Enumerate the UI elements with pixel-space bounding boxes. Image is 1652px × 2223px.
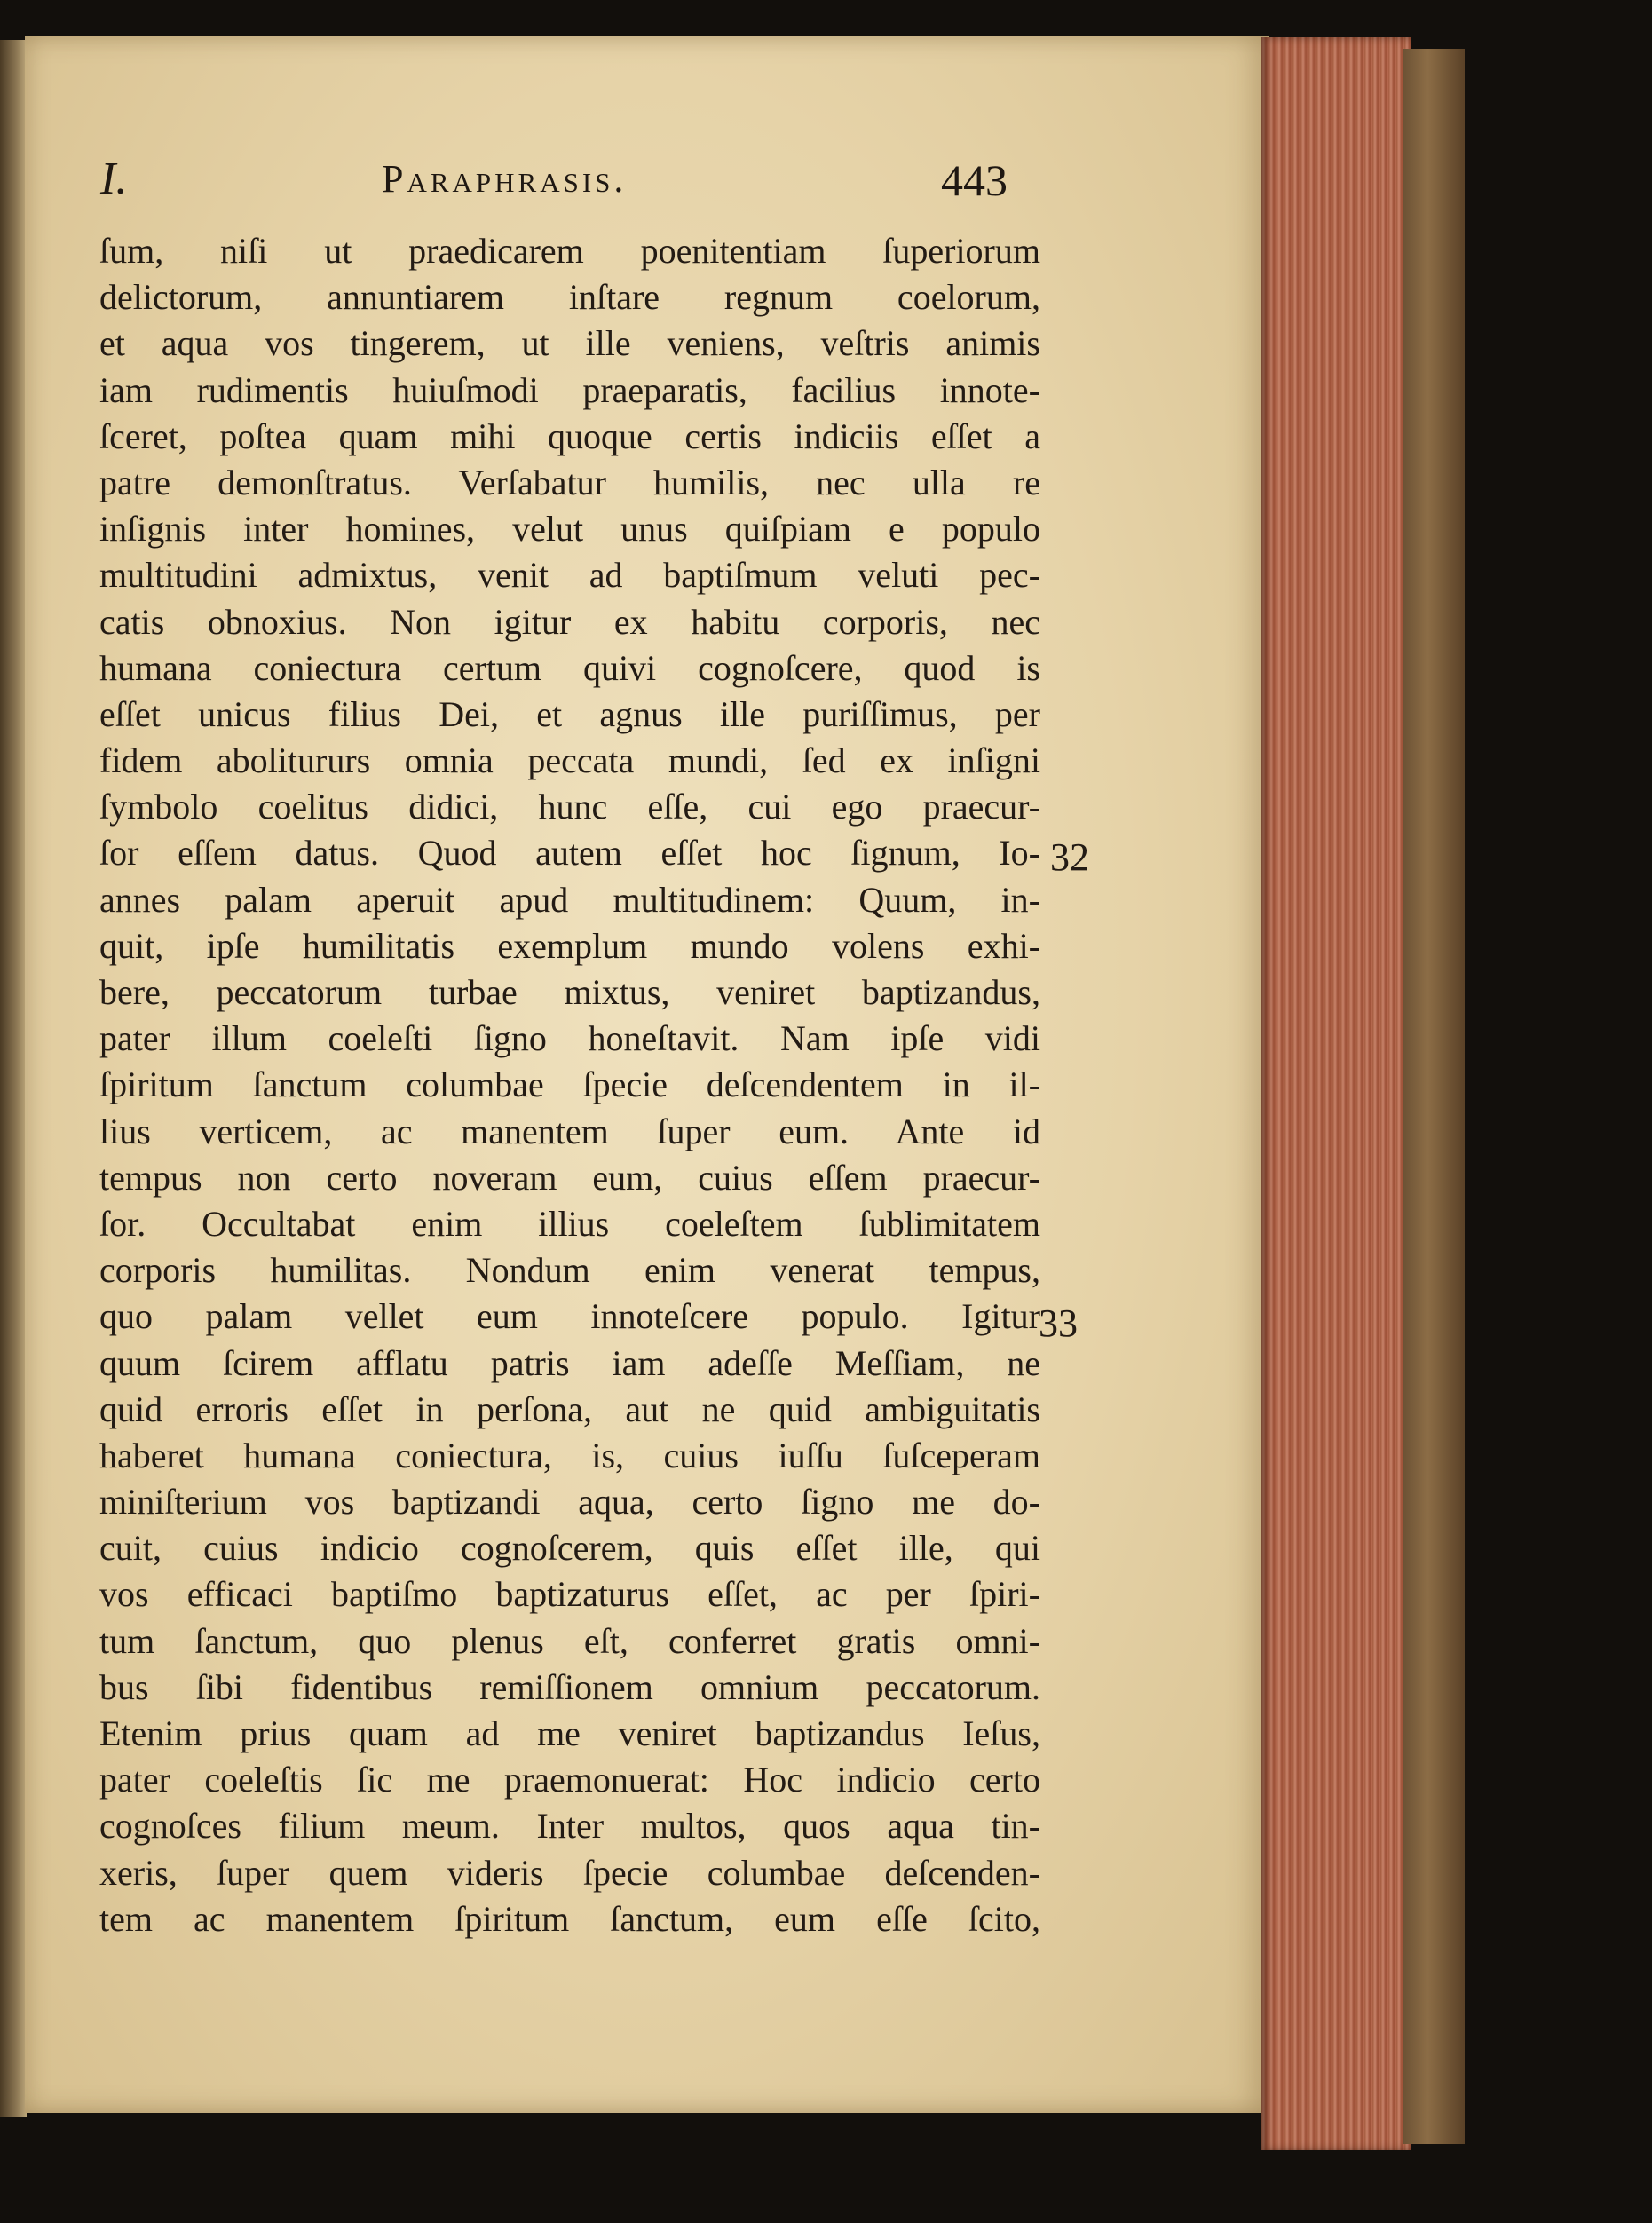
text-line: lius verticem, ac manentem ſuper eum. Ante id	[99, 1111, 1040, 1151]
text-line: multitudini admixtus, venit ad baptiſmum veluti pec-	[99, 555, 1040, 596]
text-line: ſor. Occultabat enim illius coeleſtem ſublimitatem	[99, 1203, 1040, 1244]
text-line: ſymbolo coelitus didici, hunc eſſe, cui ego praecur-	[99, 787, 1040, 827]
text-line: tum ſanctum, quo plenus eſt, conferret gratis omni-	[99, 1620, 1040, 1661]
text-line: et aqua vos tingerem, ut ille veniens, veſtris animis	[99, 323, 1040, 364]
text-line: ſor eſſem datus. Quod autem eſſet hoc ſignum, Io-	[99, 833, 1040, 874]
text-line: ſpiritum ſanctum columbae ſpecie deſcendentem in il-	[99, 1064, 1040, 1105]
page-number: 443	[941, 155, 1008, 205]
text-line: iam rudimentis huiuſmodi praeparatis, facilius innote-	[99, 369, 1040, 410]
text-line: tempus non certo noveram eum, cuius eſſem praecur-	[99, 1157, 1040, 1198]
text-line: quit, ipſe humilitatis exemplum mundo volens exhi-	[99, 925, 1040, 966]
verse-number-32: 32	[1050, 835, 1089, 879]
text-line: vos efficaci baptiſmo baptizaturus eſſet, ac per ſpiri-	[99, 1574, 1040, 1615]
text-line: xeris, ſuper quem videris ſpecie columbae deſcenden-	[99, 1852, 1040, 1893]
verse-number-33: 33	[1039, 1301, 1078, 1345]
text-line: pater illum coeleſti ſigno honeſtavit. Nam ipſe vidi	[99, 1018, 1040, 1059]
page-fore-edge	[1261, 37, 1411, 2150]
book-cover-edge	[1403, 49, 1465, 2144]
text-line: ſceret, poſtea quam mihi quoque certis indiciis eſſet a	[99, 415, 1040, 456]
text-line: eſſet unicus filius Dei, et agnus ille puriſſimus, per	[99, 693, 1040, 734]
text-line: delictorum, annuntiarem inſtare regnum coelorum,	[99, 277, 1040, 318]
text-line: quum ſcirem afflatu patris iam adeſſe Meſſiam, ne	[99, 1342, 1040, 1383]
text-line: pater coeleſtis ſic me praemonuerat: Hoc indicio certo	[99, 1760, 1040, 1800]
text-line: humana coniectura certum quivi cognoſcere, quod is	[99, 647, 1040, 688]
left-page-edge	[0, 40, 27, 2117]
text-line: fidem abolitururs omnia peccata mundi, ſed ex inſigni	[99, 740, 1040, 781]
text-line: quid erroris eſſet in perſona, aut ne quid ambiguitatis	[99, 1388, 1040, 1429]
text-line: ſum, niſi ut praedicarem poenitentiam ſuperiorum	[99, 231, 1040, 271]
text-line: haberet humana coniectura, is, cuius iuſſu ſuſceperam	[99, 1435, 1040, 1475]
text-line: bus ſibi fidentibus remiſſionem omnium peccatorum.	[99, 1666, 1040, 1707]
text-line: catis obnoxius. Non igitur ex habitu corporis, nec	[99, 601, 1040, 642]
text-line: miniſterium vos baptizandi aqua, certo ſigno me do-	[99, 1482, 1040, 1523]
body-text	[99, 228, 1040, 1942]
text-line: bere, peccatorum turbae mixtus, veniret baptizandus,	[99, 972, 1040, 1012]
text-line: Etenim prius quam ad me veniret baptizandus Ieſus,	[99, 1713, 1040, 1753]
signature-mark: I.	[100, 154, 128, 204]
running-title: Paraphrasis.	[382, 157, 628, 201]
text-line: quo palam vellet eum innoteſcere populo. Igitur	[99, 1296, 1040, 1337]
text-line: inſignis inter homines, velut unus quiſpiam e populo	[99, 509, 1040, 550]
text-line: patre demonſtratus. Verſabatur humilis, nec ulla re	[99, 462, 1040, 502]
text-line: corporis humilitas. Nondum enim venerat tempus,	[99, 1250, 1040, 1291]
text-line: cuit, cuius indicio cognoſcerem, quis eſſet ille, qui	[99, 1528, 1040, 1569]
text-line: annes palam aperuit apud multitudinem: Quum, in-	[99, 879, 1040, 920]
text-line: tem ac manentem ſpiritum ſanctum, eum eſſe ſcito,	[99, 1898, 1040, 1939]
text-line: cognoſces filium meum. Inter multos, quos aqua tin-	[99, 1806, 1040, 1847]
page-header	[84, 151, 1016, 213]
